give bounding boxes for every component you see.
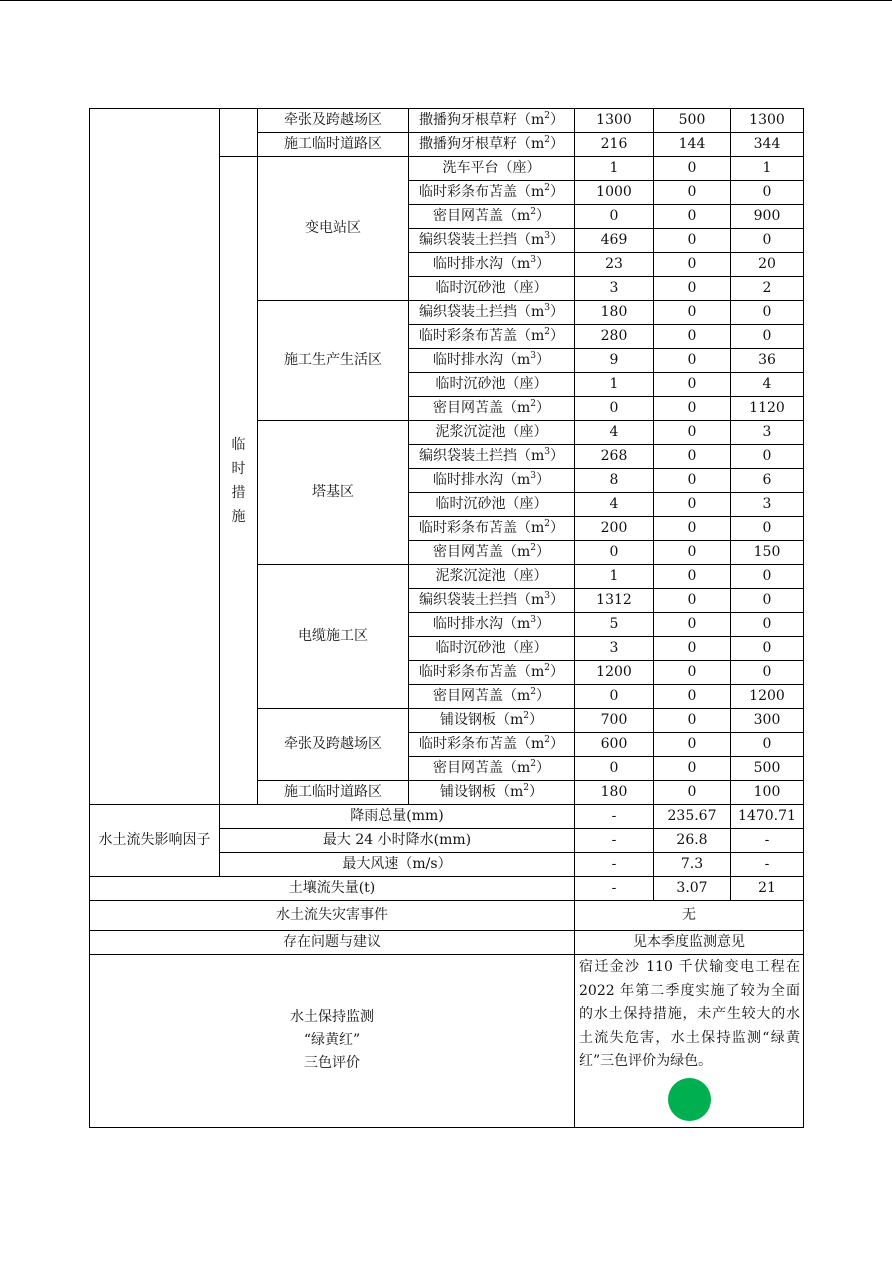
value-cell: 0 [654, 589, 731, 613]
unit-exponent: 3 [530, 615, 536, 625]
value-cell: 0 [731, 301, 804, 325]
unit: m [516, 688, 531, 704]
measure-name: 临时彩条布苫盖 [418, 736, 517, 752]
measure-name: 密目网苫盖 [432, 688, 503, 704]
value-cell: 0 [731, 325, 804, 349]
measure-cell: 撒播狗牙根草籽$(m^2)$ [409, 133, 575, 157]
unit: m [516, 256, 531, 272]
unit: 座 [519, 496, 534, 512]
evaluation-label [90, 955, 575, 1128]
unit-exponent: 2 [544, 327, 550, 337]
measure-name: 洗车平台 [442, 160, 499, 176]
value-cell: 1300 [731, 109, 804, 133]
measure-name: 临时彩条布苫盖 [418, 328, 517, 344]
measure-cell: 密目网苫盖$(m^2)$ [409, 205, 575, 229]
measure-cell: 密目网苫盖$(m^2)$ [409, 541, 575, 565]
value-cell: 20 [731, 253, 804, 277]
measure-cell: 临时沉砂池（座） [409, 493, 575, 517]
unit: m [530, 664, 545, 680]
measure-name: 撒播狗牙根草籽 [418, 136, 517, 152]
unit: 座 [519, 568, 534, 584]
evaluation-row [90, 955, 804, 1128]
problems-row [90, 931, 804, 955]
measure-cell: 密目网苫盖$(m^2)$ [409, 397, 575, 421]
temporary-measures-char: 临 [231, 436, 246, 453]
unit-exponent: 2 [530, 207, 536, 217]
value-cell: - [575, 877, 654, 901]
unit: m [516, 760, 531, 776]
measure-name: 撒播狗牙根草籽 [418, 112, 517, 128]
value-cell: 4 [575, 493, 654, 517]
factors-label: 水土流失影响因子 [90, 805, 220, 877]
value-cell: 1470.71 [731, 805, 804, 829]
value-cell: 0 [731, 517, 804, 541]
measure-cell: 泥浆沉淀池（座） [409, 565, 575, 589]
value-cell: 0 [731, 445, 804, 469]
value-cell: 0 [654, 181, 731, 205]
measure-cell: 临时排水沟$(m^3)$ [409, 613, 575, 637]
unit: m [530, 184, 545, 200]
unit-exponent: 3 [544, 231, 550, 241]
value-cell: 0 [654, 469, 731, 493]
area-cell: 施工临时道路区 [258, 781, 409, 805]
measure-name: 临时沉砂池 [435, 496, 506, 512]
measure-cell: 密目网苫盖$(m^2)$ [409, 685, 575, 709]
value-cell: 0 [654, 613, 731, 637]
value-cell: 0 [654, 421, 731, 445]
unit-exponent: 2 [544, 183, 550, 193]
measure-cell: 编织袋装土拦挡$(m^3)$ [409, 301, 575, 325]
value-cell: - [575, 829, 654, 853]
value-cell: 3.07 [654, 877, 731, 901]
factor-name: 降雨总量(mm) [220, 805, 575, 829]
disaster-label: 水土流失灾害事件 [90, 901, 575, 931]
measure-cell: 撒播狗牙根草籽$(m^2)$ [409, 109, 575, 133]
unit: m [530, 112, 545, 128]
measure-cell: 铺设钢板$(m^2)$ [409, 781, 575, 805]
value-cell: 36 [731, 349, 804, 373]
measure-name: 临时彩条布苫盖 [418, 520, 517, 536]
value-cell: 0 [731, 613, 804, 637]
value-cell: 0 [654, 397, 731, 421]
disaster-row [90, 901, 804, 931]
value-cell: - [731, 829, 804, 853]
value-cell: - [575, 853, 654, 877]
unit: m [530, 136, 545, 152]
value-cell: 0 [654, 757, 731, 781]
value-cell: 1300 [575, 109, 654, 133]
measure-cell: 临时沉砂池（座） [409, 373, 575, 397]
value-cell: 0 [654, 157, 731, 181]
measure-name: 临时排水沟 [432, 472, 503, 488]
measure-cell: 铺设钢板$(m^2)$ [409, 709, 575, 733]
value-cell: 3 [575, 637, 654, 661]
measure-name: 编织袋装土拦挡 [418, 304, 517, 320]
value-cell: 0 [654, 445, 731, 469]
value-cell: 216 [575, 133, 654, 157]
soil-loss-label: 土壤流失量(t) [90, 877, 575, 901]
measure-name: 临时沉砂池 [435, 376, 506, 392]
factor-name: 最大风速（m/s） [220, 853, 575, 877]
measure-cell: 临时彩条布苫盖$(m^2)$ [409, 733, 575, 757]
value-cell: 0 [654, 685, 731, 709]
value-cell: 1000 [575, 181, 654, 205]
measure-cell: 临时彩条布苫盖$(m^2)$ [409, 661, 575, 685]
unit: m [516, 472, 531, 488]
measure-cell: 洗车平台（座） [409, 157, 575, 181]
value-cell: 0 [731, 181, 804, 205]
measure-name: 临时排水沟 [432, 352, 503, 368]
value-cell: 0 [654, 349, 731, 373]
temporary-measures-char: 时 [231, 460, 246, 477]
measure-cell: 临时排水沟$(m^3)$ [409, 469, 575, 493]
measure-cell: 临时彩条布苫盖$(m^2)$ [409, 181, 575, 205]
value-cell: 1 [575, 157, 654, 181]
unit-exponent: 3 [544, 591, 550, 601]
measure-cell: 临时沉砂池（座） [409, 277, 575, 301]
value-cell: - [575, 805, 654, 829]
value-cell: 0 [654, 565, 731, 589]
evaluation-label-line: “绿黄红” [303, 1032, 361, 1049]
value-cell: 3 [575, 277, 654, 301]
value-cell: 4 [575, 421, 654, 445]
value-cell: 0 [654, 637, 731, 661]
disaster-value: 无 [575, 901, 804, 931]
value-cell: 0 [654, 373, 731, 397]
measure-name: 密目网苫盖 [432, 544, 503, 560]
value-cell: 300 [731, 709, 804, 733]
unit-exponent: 3 [530, 255, 536, 265]
unit: 座 [512, 160, 527, 176]
monitoring-table [89, 108, 804, 1128]
value-cell: 0 [575, 541, 654, 565]
unit: m [530, 736, 545, 752]
area-cell: 牵张及跨越场区 [258, 709, 409, 781]
unit-exponent: 3 [544, 303, 550, 313]
unit-exponent: 2 [530, 399, 536, 409]
value-cell: 0 [654, 205, 731, 229]
unit-exponent: 2 [544, 135, 550, 145]
measure-name: 临时沉砂池 [435, 640, 506, 656]
unit-exponent: 2 [544, 735, 550, 745]
unit: m [516, 400, 531, 416]
measure-cell: 临时彩条布苫盖$(m^2)$ [409, 517, 575, 541]
table-row [90, 109, 804, 133]
soil-loss-row [90, 877, 804, 901]
value-cell: 0 [654, 517, 731, 541]
value-cell: 0 [654, 301, 731, 325]
subcategory-cell [220, 109, 258, 157]
measures-category-cell [90, 109, 220, 805]
value-cell: 180 [575, 301, 654, 325]
value-cell: 0 [575, 685, 654, 709]
value-cell: 500 [731, 757, 804, 781]
value-cell: 0 [575, 397, 654, 421]
page-top-rule [0, 0, 892, 1]
value-cell: 1312 [575, 589, 654, 613]
value-cell: 0 [575, 205, 654, 229]
unit: m [530, 328, 545, 344]
measure-name: 编织袋装土拦挡 [418, 592, 517, 608]
value-cell: 150 [731, 541, 804, 565]
measure-cell: 临时彩条布苫盖$(m^2)$ [409, 325, 575, 349]
value-cell: 235.67 [654, 805, 731, 829]
unit-exponent: 2 [530, 759, 536, 769]
measure-cell: 临时排水沟$(m^3)$ [409, 349, 575, 373]
value-cell: 0 [731, 661, 804, 685]
measure-name: 泥浆沉淀池 [435, 568, 506, 584]
measure-cell: 密目网苫盖$(m^2)$ [409, 757, 575, 781]
value-cell: 21 [731, 877, 804, 901]
value-cell: 900 [731, 205, 804, 229]
value-cell: 1120 [731, 397, 804, 421]
area-cell: 电缆施工区 [258, 565, 409, 709]
value-cell: 100 [731, 781, 804, 805]
value-cell: 3 [731, 421, 804, 445]
temporary-measures-label [220, 157, 258, 805]
value-cell: 1 [575, 565, 654, 589]
measure-cell: 编织袋装土拦挡$(m^3)$ [409, 445, 575, 469]
temporary-measures-char: 措 [231, 484, 246, 501]
area-cell: 施工临时道路区 [258, 133, 409, 157]
value-cell: 1200 [731, 685, 804, 709]
value-cell: 0 [654, 733, 731, 757]
area-cell: 牵张及跨越场区 [258, 109, 409, 133]
unit: m [516, 544, 531, 560]
measure-name: 编织袋装土拦挡 [418, 232, 517, 248]
value-cell: 469 [575, 229, 654, 253]
value-cell: 0 [654, 493, 731, 517]
value-cell: 9 [575, 349, 654, 373]
area-cell: 施工生产生活区 [258, 301, 409, 421]
value-cell: 1 [731, 157, 804, 181]
measure-name: 临时彩条布苫盖 [418, 184, 517, 200]
value-cell: 23 [575, 253, 654, 277]
value-cell: 26.8 [654, 829, 731, 853]
temporary-measures-char: 施 [231, 508, 246, 525]
value-cell: 5 [575, 613, 654, 637]
unit-exponent: 2 [544, 663, 550, 673]
value-cell: 500 [654, 109, 731, 133]
value-cell: 0 [654, 253, 731, 277]
unit: 座 [519, 424, 534, 440]
value-cell: 0 [731, 733, 804, 757]
unit-exponent: 3 [544, 447, 550, 457]
value-cell: 4 [731, 373, 804, 397]
value-cell: 0 [654, 277, 731, 301]
unit: m [516, 352, 531, 368]
unit-exponent: 2 [523, 783, 529, 793]
value-cell: 0 [731, 589, 804, 613]
measure-cell: 编织袋装土拦挡$(m^3)$ [409, 229, 575, 253]
value-cell: 180 [575, 781, 654, 805]
unit: m [516, 208, 531, 224]
problems-label: 存在问题与建议 [90, 931, 575, 955]
value-cell: 0 [654, 781, 731, 805]
value-cell: 7.3 [654, 853, 731, 877]
measure-name: 铺设钢板 [439, 712, 496, 728]
unit: m [530, 304, 545, 320]
unit-exponent: 3 [530, 471, 536, 481]
measure-cell: 泥浆沉淀池（座） [409, 421, 575, 445]
unit-exponent: 2 [523, 711, 529, 721]
unit: m [516, 616, 531, 632]
value-cell: 0 [654, 229, 731, 253]
value-cell: 8 [575, 469, 654, 493]
measure-name: 临时排水沟 [432, 616, 503, 632]
measure-name: 编织袋装土拦挡 [418, 448, 517, 464]
value-cell: 2 [731, 277, 804, 301]
green-rating-dot [668, 1078, 711, 1121]
value-cell: 0 [654, 325, 731, 349]
area-cell: 变电站区 [258, 157, 409, 301]
value-cell: 3 [731, 493, 804, 517]
unit-exponent: 2 [530, 687, 536, 697]
unit: m [530, 232, 545, 248]
unit: 座 [519, 640, 534, 656]
value-cell: 0 [654, 661, 731, 685]
evaluation-cell [575, 955, 804, 1128]
measure-cell: 编织袋装土拦挡$(m^3)$ [409, 589, 575, 613]
factor-name: 最大 24 小时降水(mm) [220, 829, 575, 853]
unit: m [530, 448, 545, 464]
table-row [90, 805, 804, 829]
value-cell: 1 [575, 373, 654, 397]
evaluation-label-line: 水土保持监测 [290, 1009, 374, 1026]
value-cell: 268 [575, 445, 654, 469]
measure-name: 密目网苫盖 [432, 400, 503, 416]
unit: 座 [519, 280, 534, 296]
value-cell: 0 [731, 637, 804, 661]
problems-value: 见本季度监测意见 [575, 931, 804, 955]
value-cell: 344 [731, 133, 804, 157]
unit: m [509, 712, 524, 728]
unit-exponent: 3 [530, 351, 536, 361]
measure-name: 铺设钢板 [439, 784, 496, 800]
value-cell: 0 [654, 541, 731, 565]
value-cell: 200 [575, 517, 654, 541]
value-cell: 6 [731, 469, 804, 493]
value-cell: 600 [575, 733, 654, 757]
unit: m [509, 784, 524, 800]
unit-exponent: 2 [544, 519, 550, 529]
unit-exponent: 2 [530, 543, 536, 553]
measure-cell: 临时排水沟$(m^3)$ [409, 253, 575, 277]
value-cell: 0 [575, 757, 654, 781]
measure-name: 临时彩条布苫盖 [418, 664, 517, 680]
measure-name: 临时排水沟 [432, 256, 503, 272]
measure-name: 泥浆沉淀池 [435, 424, 506, 440]
unit: m [530, 520, 545, 536]
measure-name: 密目网苫盖 [432, 760, 503, 776]
value-cell: 0 [731, 229, 804, 253]
value-cell: 1200 [575, 661, 654, 685]
evaluation-label-line: 三色评价 [304, 1055, 360, 1072]
measure-cell: 临时沉砂池（座） [409, 637, 575, 661]
value-cell: - [731, 853, 804, 877]
measure-name: 密目网苫盖 [432, 208, 503, 224]
evaluation-text: 宿迁金沙 110 千伏输变电工程在 2022 年第二季度实施了较为全面的水土保持措施，未产生较大的水土流失危害，水土保持监测“绿黄红”三色评价为绿色。 [579, 959, 800, 1069]
value-cell: 280 [575, 325, 654, 349]
value-cell: 144 [654, 133, 731, 157]
unit-exponent: 2 [544, 111, 550, 121]
unit: 座 [519, 376, 534, 392]
measure-name: 临时沉砂池 [435, 280, 506, 296]
value-cell: 0 [654, 709, 731, 733]
value-cell: 0 [731, 565, 804, 589]
value-cell: 700 [575, 709, 654, 733]
area-cell: 塔基区 [258, 421, 409, 565]
unit: m [530, 592, 545, 608]
